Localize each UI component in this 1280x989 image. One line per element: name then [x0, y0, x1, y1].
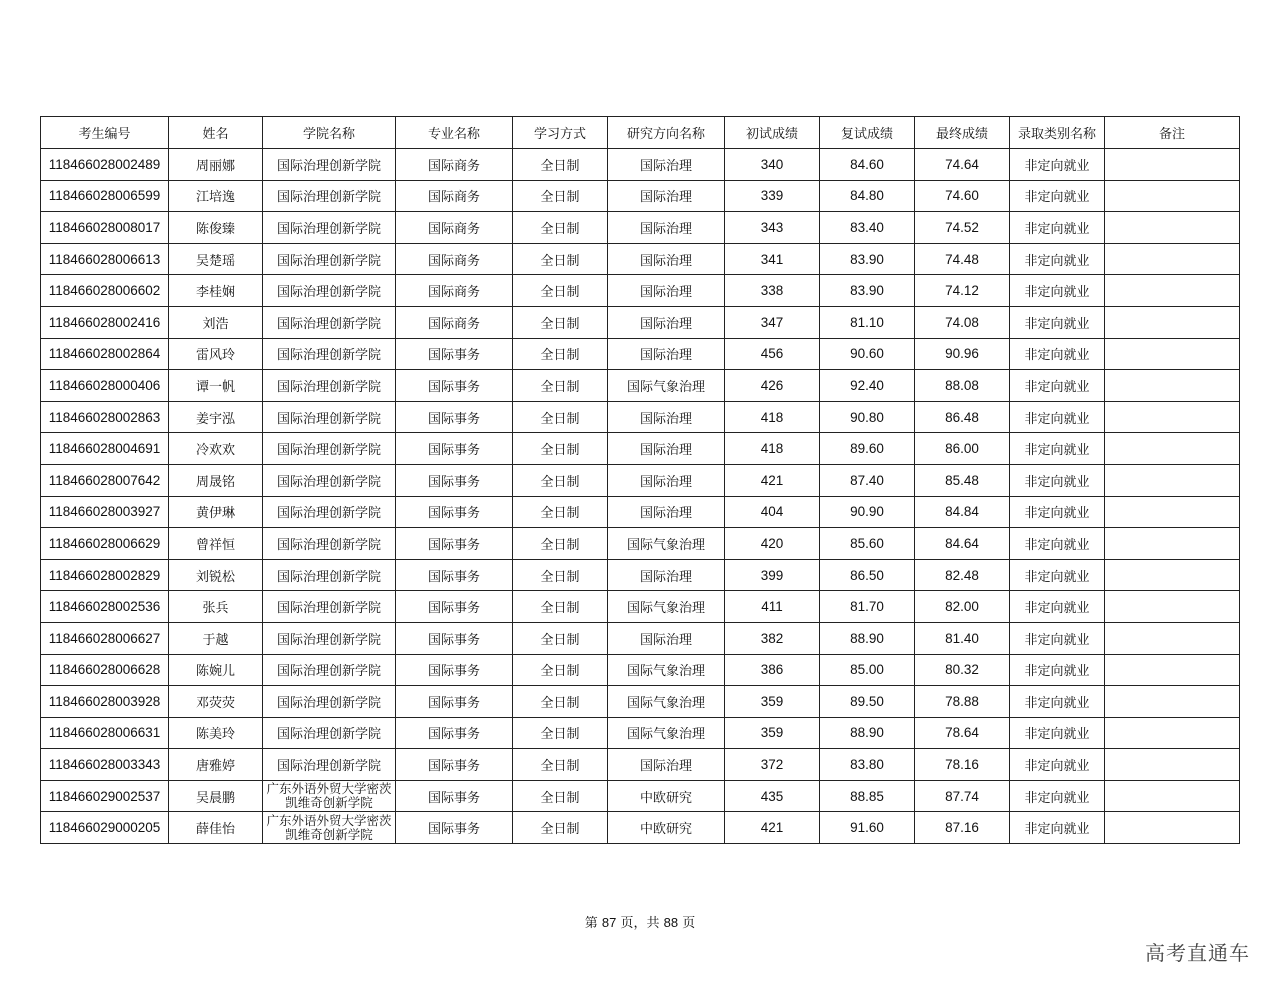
table-cell: 广东外语外贸大学密茨凯维奇创新学院 — [263, 780, 396, 812]
column-header: 专业名称 — [396, 117, 513, 149]
table-cell: 386 — [725, 654, 820, 686]
table-row — [41, 686, 1240, 718]
table-cell: 国际治理 — [608, 559, 725, 591]
table-cell: 全日制 — [513, 528, 608, 560]
table-cell: 全日制 — [513, 401, 608, 433]
table-cell: 国际事务 — [396, 496, 513, 528]
table-cell: 359 — [725, 717, 820, 749]
table-cell: 90.80 — [820, 401, 915, 433]
table-cell: 非定向就业 — [1010, 780, 1105, 812]
table-cell: 非定向就业 — [1010, 306, 1105, 338]
table-cell: 国际治理创新学院 — [263, 180, 396, 212]
table-cell: 非定向就业 — [1010, 401, 1105, 433]
table-cell: 国际事务 — [396, 717, 513, 749]
table-body — [41, 149, 1240, 844]
table-cell: 国际商务 — [396, 149, 513, 181]
table-cell: 国际治理 — [608, 243, 725, 275]
table-cell: 全日制 — [513, 812, 608, 844]
table-cell — [1105, 717, 1240, 749]
table-cell: 118466028002416 — [41, 306, 169, 338]
table-cell: 非定向就业 — [1010, 654, 1105, 686]
table-cell: 陈俊臻 — [169, 212, 263, 244]
table-cell: 118466029002537 — [41, 780, 169, 812]
table-cell: 国际商务 — [396, 243, 513, 275]
table-cell: 418 — [725, 433, 820, 465]
table-cell: 421 — [725, 464, 820, 496]
table-cell: 非定向就业 — [1010, 686, 1105, 718]
table-cell: 非定向就业 — [1010, 433, 1105, 465]
table-cell: 82.00 — [915, 591, 1010, 623]
table-cell: 118466028002536 — [41, 591, 169, 623]
table-cell: 国际治理 — [608, 275, 725, 307]
table-cell: 李桂娴 — [169, 275, 263, 307]
table-cell: 非定向就业 — [1010, 464, 1105, 496]
table-cell: 国际治理创新学院 — [263, 717, 396, 749]
table-row — [41, 212, 1240, 244]
table-cell: 81.70 — [820, 591, 915, 623]
table-cell: 118466028002863 — [41, 401, 169, 433]
table-cell: 87.40 — [820, 464, 915, 496]
table-cell: 全日制 — [513, 622, 608, 654]
table-cell: 非定向就业 — [1010, 496, 1105, 528]
table-cell: 全日制 — [513, 654, 608, 686]
table-cell — [1105, 622, 1240, 654]
table-cell: 118466028003343 — [41, 749, 169, 781]
table-cell: 81.10 — [820, 306, 915, 338]
table-cell: 陈美玲 — [169, 717, 263, 749]
footer-suffix: 页 — [682, 916, 696, 931]
table-cell: 国际气象治理 — [608, 654, 725, 686]
table-row — [41, 591, 1240, 623]
table-cell: 全日制 — [513, 749, 608, 781]
column-header: 学院名称 — [263, 117, 396, 149]
table-cell: 非定向就业 — [1010, 528, 1105, 560]
column-header: 初试成绩 — [725, 117, 820, 149]
table-cell — [1105, 591, 1240, 623]
table-cell: 国际商务 — [396, 275, 513, 307]
table-cell: 118466029000205 — [41, 812, 169, 844]
table-cell: 91.60 — [820, 812, 915, 844]
table-cell: 全日制 — [513, 370, 608, 402]
table-cell — [1105, 306, 1240, 338]
table-cell: 88.08 — [915, 370, 1010, 402]
table-cell: 118466028002489 — [41, 149, 169, 181]
page-footer — [0, 912, 1280, 931]
table-cell: 420 — [725, 528, 820, 560]
table-cell — [1105, 749, 1240, 781]
table-cell — [1105, 243, 1240, 275]
table-cell: 340 — [725, 149, 820, 181]
column-header: 最终成绩 — [915, 117, 1010, 149]
table-cell: 非定向就业 — [1010, 180, 1105, 212]
table-row — [41, 496, 1240, 528]
table-cell: 118466028007642 — [41, 464, 169, 496]
table-cell: 92.40 — [820, 370, 915, 402]
table-cell: 全日制 — [513, 243, 608, 275]
table-cell: 非定向就业 — [1010, 717, 1105, 749]
table-cell: 国际事务 — [396, 433, 513, 465]
table-cell: 全日制 — [513, 464, 608, 496]
table-cell: 89.60 — [820, 433, 915, 465]
table-cell: 谭一帆 — [169, 370, 263, 402]
table-cell: 82.48 — [915, 559, 1010, 591]
table-cell: 全日制 — [513, 496, 608, 528]
table-cell: 74.12 — [915, 275, 1010, 307]
table-cell: 341 — [725, 243, 820, 275]
table-cell: 黄伊琳 — [169, 496, 263, 528]
table-cell: 118466028003927 — [41, 496, 169, 528]
table-cell: 国际治理创新学院 — [263, 149, 396, 181]
table-cell: 国际治理 — [608, 149, 725, 181]
table-cell: 国际气象治理 — [608, 717, 725, 749]
footer-prefix: 第 — [584, 916, 598, 931]
table-cell: 国际治理创新学院 — [263, 306, 396, 338]
table-cell: 84.84 — [915, 496, 1010, 528]
table-cell: 国际治理创新学院 — [263, 338, 396, 370]
table-cell: 国际气象治理 — [608, 370, 725, 402]
table-cell: 83.90 — [820, 243, 915, 275]
table-row — [41, 812, 1240, 844]
table-cell: 国际事务 — [396, 401, 513, 433]
table-row — [41, 275, 1240, 307]
table-cell: 338 — [725, 275, 820, 307]
table-cell: 118466028006599 — [41, 180, 169, 212]
table-row — [41, 180, 1240, 212]
table-cell: 118466028002864 — [41, 338, 169, 370]
table-cell: 435 — [725, 780, 820, 812]
table-cell: 372 — [725, 749, 820, 781]
table-cell: 90.96 — [915, 338, 1010, 370]
table-cell: 74.64 — [915, 149, 1010, 181]
table-cell: 国际治理 — [608, 496, 725, 528]
table-cell — [1105, 180, 1240, 212]
table-cell: 中欧研究 — [608, 812, 725, 844]
table-cell: 全日制 — [513, 559, 608, 591]
table-cell: 86.48 — [915, 401, 1010, 433]
table-cell: 90.90 — [820, 496, 915, 528]
table-row — [41, 149, 1240, 181]
table-cell: 118466028004691 — [41, 433, 169, 465]
table-cell: 国际治理 — [608, 306, 725, 338]
table-cell: 国际治理 — [608, 401, 725, 433]
table-row — [41, 749, 1240, 781]
table-cell: 国际治理 — [608, 212, 725, 244]
table-cell: 118466028006629 — [41, 528, 169, 560]
table-row — [41, 622, 1240, 654]
table-cell: 全日制 — [513, 591, 608, 623]
column-header: 姓名 — [169, 117, 263, 149]
table-cell: 国际治理创新学院 — [263, 275, 396, 307]
table-row — [41, 654, 1240, 686]
table-cell: 339 — [725, 180, 820, 212]
table-cell: 中欧研究 — [608, 780, 725, 812]
table-cell — [1105, 780, 1240, 812]
table-cell: 87.16 — [915, 812, 1010, 844]
table-cell: 国际治理 — [608, 180, 725, 212]
table-cell: 国际治理创新学院 — [263, 749, 396, 781]
table-cell: 118466028006602 — [41, 275, 169, 307]
table-cell: 全日制 — [513, 306, 608, 338]
table-cell: 刘锐松 — [169, 559, 263, 591]
table-header — [41, 117, 1240, 149]
table-cell: 国际治理创新学院 — [263, 243, 396, 275]
table-cell: 国际治理创新学院 — [263, 370, 396, 402]
table-cell: 85.48 — [915, 464, 1010, 496]
table-cell: 国际治理创新学院 — [263, 591, 396, 623]
table-cell: 国际治理 — [608, 464, 725, 496]
table-cell: 全日制 — [513, 212, 608, 244]
table-cell: 411 — [725, 591, 820, 623]
table-cell: 78.16 — [915, 749, 1010, 781]
table-cell: 国际治理创新学院 — [263, 401, 396, 433]
table-cell: 国际气象治理 — [608, 528, 725, 560]
table-cell: 343 — [725, 212, 820, 244]
table-cell: 85.60 — [820, 528, 915, 560]
table-cell: 吴晨鹏 — [169, 780, 263, 812]
table-row — [41, 528, 1240, 560]
table-cell: 江培逸 — [169, 180, 263, 212]
footer-middle: 页，共 — [620, 916, 660, 931]
table-cell: 国际治理创新学院 — [263, 559, 396, 591]
table-cell: 74.60 — [915, 180, 1010, 212]
table-row — [41, 401, 1240, 433]
table-cell: 118466028006628 — [41, 654, 169, 686]
table-cell: 国际气象治理 — [608, 591, 725, 623]
table-cell — [1105, 212, 1240, 244]
table-cell: 118466028003928 — [41, 686, 169, 718]
table-cell: 全日制 — [513, 180, 608, 212]
table-row — [41, 243, 1240, 275]
table-cell: 曾祥恒 — [169, 528, 263, 560]
table-cell — [1105, 370, 1240, 402]
table-cell: 国际治理创新学院 — [263, 622, 396, 654]
table-cell: 冷欢欢 — [169, 433, 263, 465]
watermark: 高考直通车 — [1145, 941, 1250, 965]
table-cell: 广东外语外贸大学密茨凯维奇创新学院 — [263, 812, 396, 844]
table-cell: 359 — [725, 686, 820, 718]
table-cell: 81.40 — [915, 622, 1010, 654]
table-cell — [1105, 654, 1240, 686]
column-header: 研究方向名称 — [608, 117, 725, 149]
table-cell: 国际治理 — [608, 749, 725, 781]
table-row — [41, 306, 1240, 338]
table-cell: 全日制 — [513, 686, 608, 718]
table-cell: 88.85 — [820, 780, 915, 812]
table-cell: 非定向就业 — [1010, 212, 1105, 244]
table-cell — [1105, 275, 1240, 307]
table-cell: 非定向就业 — [1010, 591, 1105, 623]
table-cell: 国际事务 — [396, 686, 513, 718]
header-row — [41, 117, 1240, 149]
table-cell: 84.80 — [820, 180, 915, 212]
table-cell: 非定向就业 — [1010, 559, 1105, 591]
table-cell: 86.00 — [915, 433, 1010, 465]
table-cell: 118466028002829 — [41, 559, 169, 591]
column-header: 学习方式 — [513, 117, 608, 149]
table-cell: 非定向就业 — [1010, 749, 1105, 781]
table-row — [41, 433, 1240, 465]
admission-table — [40, 116, 1240, 844]
table-cell: 非定向就业 — [1010, 338, 1105, 370]
table-cell — [1105, 528, 1240, 560]
table-cell: 89.50 — [820, 686, 915, 718]
table-cell: 国际商务 — [396, 306, 513, 338]
table-cell: 国际事务 — [396, 559, 513, 591]
table-cell — [1105, 149, 1240, 181]
table-cell: 唐雅婷 — [169, 749, 263, 781]
table-cell: 88.90 — [820, 717, 915, 749]
column-header: 录取类别名称 — [1010, 117, 1105, 149]
table-cell: 国际商务 — [396, 180, 513, 212]
table-cell: 国际治理 — [608, 433, 725, 465]
table-cell: 404 — [725, 496, 820, 528]
table-cell: 国际事务 — [396, 338, 513, 370]
table-cell — [1105, 401, 1240, 433]
table-cell: 国际治理创新学院 — [263, 686, 396, 718]
table-cell: 国际事务 — [396, 528, 513, 560]
table-cell: 国际商务 — [396, 212, 513, 244]
table-cell: 全日制 — [513, 433, 608, 465]
table-cell: 86.50 — [820, 559, 915, 591]
current-page-number: 87 — [601, 915, 617, 930]
table-cell: 国际治理创新学院 — [263, 654, 396, 686]
table-cell — [1105, 338, 1240, 370]
table-cell: 国际事务 — [396, 812, 513, 844]
table-row — [41, 370, 1240, 402]
table-cell: 118466028000406 — [41, 370, 169, 402]
table-cell: 国际事务 — [396, 370, 513, 402]
table-cell: 87.74 — [915, 780, 1010, 812]
table-cell: 84.64 — [915, 528, 1010, 560]
table-cell: 陈婉儿 — [169, 654, 263, 686]
column-header: 考生编号 — [41, 117, 169, 149]
total-pages-number: 88 — [663, 915, 679, 930]
table-cell: 118466028008017 — [41, 212, 169, 244]
table-cell — [1105, 464, 1240, 496]
table-cell: 421 — [725, 812, 820, 844]
table-cell — [1105, 433, 1240, 465]
table-cell: 国际事务 — [396, 464, 513, 496]
table-cell: 国际治理创新学院 — [263, 496, 396, 528]
table-cell — [1105, 496, 1240, 528]
table-cell: 国际治理创新学院 — [263, 433, 396, 465]
table-cell: 周丽娜 — [169, 149, 263, 181]
table-cell: 全日制 — [513, 149, 608, 181]
table-cell: 74.08 — [915, 306, 1010, 338]
table-cell: 国际事务 — [396, 780, 513, 812]
table-cell: 85.00 — [820, 654, 915, 686]
table-cell: 邓荧荧 — [169, 686, 263, 718]
table-cell: 国际事务 — [396, 622, 513, 654]
table-row — [41, 717, 1240, 749]
table-cell: 国际治理 — [608, 622, 725, 654]
table-cell: 418 — [725, 401, 820, 433]
table-cell: 周晟铭 — [169, 464, 263, 496]
table-cell — [1105, 812, 1240, 844]
table-cell: 于越 — [169, 622, 263, 654]
table-cell: 80.32 — [915, 654, 1010, 686]
table-cell: 84.60 — [820, 149, 915, 181]
table-cell: 74.52 — [915, 212, 1010, 244]
table-cell: 非定向就业 — [1010, 812, 1105, 844]
table-cell: 国际治理 — [608, 338, 725, 370]
table-cell: 426 — [725, 370, 820, 402]
table-cell: 非定向就业 — [1010, 243, 1105, 275]
table-cell: 88.90 — [820, 622, 915, 654]
table-cell: 90.60 — [820, 338, 915, 370]
table-cell: 薛佳怡 — [169, 812, 263, 844]
table-cell: 非定向就业 — [1010, 370, 1105, 402]
table-cell: 国际治理创新学院 — [263, 528, 396, 560]
table-cell: 78.88 — [915, 686, 1010, 718]
table-cell: 全日制 — [513, 717, 608, 749]
table-cell: 国际气象治理 — [608, 686, 725, 718]
table-row — [41, 464, 1240, 496]
table-cell: 国际治理创新学院 — [263, 464, 396, 496]
table-cell — [1105, 559, 1240, 591]
table-cell: 118466028006627 — [41, 622, 169, 654]
table-cell: 国际事务 — [396, 654, 513, 686]
table-cell: 国际事务 — [396, 591, 513, 623]
column-header: 复试成绩 — [820, 117, 915, 149]
table-cell: 国际治理创新学院 — [263, 212, 396, 244]
table-cell: 雷风玲 — [169, 338, 263, 370]
table-cell: 刘浩 — [169, 306, 263, 338]
table-cell: 83.80 — [820, 749, 915, 781]
table-cell: 78.64 — [915, 717, 1010, 749]
table-cell: 吴楚瑶 — [169, 243, 263, 275]
table-cell: 姜宇泓 — [169, 401, 263, 433]
table-cell: 382 — [725, 622, 820, 654]
table-cell — [1105, 686, 1240, 718]
table-cell: 83.40 — [820, 212, 915, 244]
table-cell: 全日制 — [513, 780, 608, 812]
table-cell: 118466028006613 — [41, 243, 169, 275]
table-cell: 国际事务 — [396, 749, 513, 781]
table-cell: 非定向就业 — [1010, 275, 1105, 307]
table-row — [41, 559, 1240, 591]
table-row — [41, 338, 1240, 370]
table-cell: 399 — [725, 559, 820, 591]
table-cell: 全日制 — [513, 275, 608, 307]
table-cell: 非定向就业 — [1010, 149, 1105, 181]
table-cell: 83.90 — [820, 275, 915, 307]
table-row — [41, 780, 1240, 812]
table-cell: 118466028006631 — [41, 717, 169, 749]
table-cell: 全日制 — [513, 338, 608, 370]
table-cell: 456 — [725, 338, 820, 370]
table-cell: 张兵 — [169, 591, 263, 623]
column-header: 备注 — [1105, 117, 1240, 149]
table-cell: 347 — [725, 306, 820, 338]
table-cell: 非定向就业 — [1010, 622, 1105, 654]
table-cell: 74.48 — [915, 243, 1010, 275]
